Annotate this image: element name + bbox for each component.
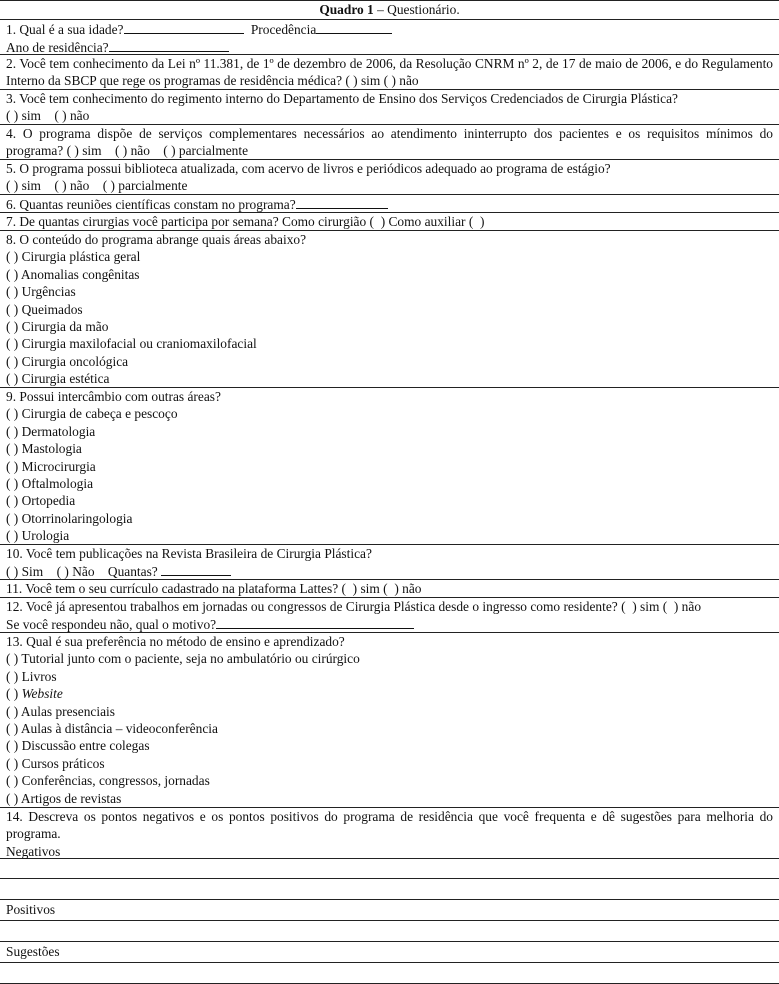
- checkbox-item[interactable]: [6, 650, 773, 667]
- option-label: Cursos práticos: [21, 755, 105, 771]
- question-10: [0, 544, 779, 579]
- checkbox-item[interactable]: ( ) Cirurgia da mão: [6, 319, 109, 335]
- title-rest: – Questionário.: [373, 2, 460, 17]
- option-label: Aulas à distância – videoconferência: [20, 721, 218, 737]
- checkbox-item[interactable]: [6, 720, 773, 737]
- checkbox-item[interactable]: [6, 772, 773, 789]
- option-label: Livros: [21, 668, 57, 684]
- checkbox-item[interactable]: ( ) Cirurgia maxilofacial ou craniomaxilofacial: [6, 336, 257, 352]
- checkbox-item[interactable]: ( ) Cirurgia plástica geral: [6, 249, 141, 265]
- checkbox-prefix: ( ): [6, 686, 22, 702]
- age-blank[interactable]: [124, 20, 244, 34]
- q12-follow: Se você respondeu não, qual o motivo?: [6, 617, 217, 633]
- checkbox-item[interactable]: ( ) Cirurgia estética: [6, 371, 110, 387]
- checkbox-item[interactable]: ( ) Cirurgia de cabeça e pescoço: [6, 406, 178, 422]
- q1-age-label: 1. Qual é a sua idade?: [6, 22, 124, 37]
- checkbox-item[interactable]: ( ) Urologia: [6, 528, 70, 544]
- checkbox-prefix: ( ): [6, 755, 22, 771]
- checkbox-prefix: ( ): [6, 773, 22, 789]
- q5-options[interactable]: ( ) sim ( ) não ( ) parcialmente: [6, 178, 188, 194]
- question-3: [0, 89, 779, 124]
- q2-text: 2. Você tem conhecimento da Lei nº 11.381, de 1º de dezembro de 2006, da Resolução CNRM nº 2, de 17 de maio de 2006, e do Regulamento Interno da SBCP que rege os programas de residência médica? ( ) sim ( ) não: [6, 56, 773, 89]
- checkbox-item[interactable]: [6, 790, 773, 807]
- q12-blank[interactable]: [216, 615, 414, 629]
- table-title: [0, 0, 779, 19]
- q10-text: 10. Você tem publicações na Revista Brasileira de Cirurgia Plástica?: [6, 546, 372, 561]
- checkbox-item[interactable]: [6, 703, 773, 720]
- checkbox-item[interactable]: ( ) Microcirurgia: [6, 458, 96, 474]
- question-8: [0, 230, 779, 387]
- checkbox-item[interactable]: ( ) Anomalias congênitas: [6, 266, 140, 282]
- q12-text: 12. Você já apresentou trabalhos em jornadas ou congressos de Cirurgia Plástica desde o ingresso como residente? ( ) sim ( ) não: [6, 599, 702, 614]
- q11-text: 11. Você tem o seu currículo cadastrado na plataforma Lattes? ( ) sim ( ) não: [6, 581, 422, 596]
- q14-text: 14. Descreva os pontos negativos e os pontos positivos do programa de residência que você frequenta e dê sugestões para melhoria do programa.: [6, 809, 773, 842]
- question-6: [0, 194, 779, 212]
- checkbox-item[interactable]: [6, 737, 773, 754]
- option-label: Tutorial junto com o paciente, seja no ambulatório ou cirúrgico: [21, 651, 360, 667]
- origin-blank[interactable]: [316, 20, 392, 34]
- negatives-answer-line[interactable]: [0, 878, 779, 899]
- checkbox-prefix: ( ): [6, 651, 22, 667]
- title-bold: Quadro 1: [319, 2, 374, 17]
- question-5: [0, 159, 779, 194]
- q3-options[interactable]: ( ) sim ( ) não: [6, 108, 90, 124]
- checkbox-prefix: ( ): [6, 703, 21, 719]
- positives-label: Positivos: [0, 899, 779, 920]
- checkbox-item[interactable]: ( ) Dermatologia: [6, 423, 96, 439]
- checkbox-item[interactable]: ( ) Urgências: [6, 284, 76, 300]
- option-label: Artigos de revistas: [20, 790, 122, 806]
- question-4: [0, 124, 779, 159]
- option-label: Discussão entre colegas: [21, 738, 150, 754]
- question-2: [0, 54, 779, 89]
- question-1: [0, 19, 779, 54]
- checkbox-item[interactable]: [6, 685, 773, 702]
- suggestions-answer-line[interactable]: [0, 962, 779, 983]
- checkbox-item[interactable]: ( ) Ortopedia: [6, 493, 76, 509]
- q4-text: 4. O programa dispõe de serviços complementares necessários ao atendimento ininterrupto dos pacientes e os requisitos mínimos do programa? ( ) sim ( ) não ( ) parcialmente: [6, 126, 777, 159]
- checkbox-item[interactable]: ( ) Cirurgia oncológica: [6, 353, 129, 369]
- option-label: Website: [21, 686, 63, 702]
- q13-text: 13. Qual é sua preferência no método de ensino e aprendizado?: [6, 634, 345, 649]
- question-9: [0, 387, 779, 544]
- positives-answer-line[interactable]: [0, 920, 779, 941]
- q10-blank[interactable]: [161, 562, 231, 576]
- q10-options[interactable]: ( ) Sim ( ) Não Quantas?: [6, 564, 158, 580]
- q1-origin-label: Procedência: [250, 22, 317, 37]
- negatives-answer-line[interactable]: [0, 858, 779, 878]
- checkbox-prefix: ( ): [6, 790, 21, 806]
- question-7: [0, 212, 779, 230]
- checkbox-item[interactable]: ( ) Otorrinolaringologia: [6, 510, 133, 526]
- option-label: Conferências, congressos, jornadas: [21, 773, 210, 789]
- checkbox-prefix: ( ): [6, 738, 22, 754]
- checkbox-item[interactable]: [6, 668, 773, 685]
- year-blank[interactable]: [109, 38, 229, 52]
- checkbox-item[interactable]: ( ) Queimados: [6, 301, 83, 317]
- q5-text: 5. O programa possui biblioteca atualizada, com acervo de livros e periódicos adequado ao programa de estágio?: [6, 161, 611, 176]
- checkbox-prefix: ( ): [6, 721, 21, 737]
- checkbox-item[interactable]: ( ) Oftalmologia: [6, 476, 94, 492]
- q3-text: 3. Você tem conhecimento do regimento interno do Departamento de Ensino dos Serviços Credenciados de Cirurgia Plástica?: [6, 91, 678, 106]
- checkbox-item[interactable]: [6, 755, 773, 772]
- q7-text: 7. De quantas cirurgias você participa por semana? Como cirurgião ( ) Como auxiliar ( ): [6, 214, 485, 229]
- checkbox-prefix: ( ): [6, 668, 22, 684]
- checkbox-item[interactable]: ( ) Mastologia: [6, 441, 82, 457]
- q9-text: 9. Possui intercâmbio com outras áreas?: [6, 389, 221, 404]
- q8-text: 8. O conteúdo do programa abrange quais áreas abaixo?: [6, 232, 307, 247]
- option-label: Aulas presenciais: [20, 703, 115, 719]
- q1-year-label: Ano de residência?: [6, 40, 109, 56]
- suggestions-label: Sugestões: [0, 941, 779, 962]
- negatives-label: Negativos: [6, 843, 61, 859]
- question-14: [0, 807, 779, 858]
- q6-text: 6. Quantas reuniões científicas constam no programa?: [6, 197, 296, 212]
- question-11: [0, 579, 779, 597]
- question-13: [0, 632, 779, 807]
- question-12: [0, 597, 779, 632]
- q6-blank[interactable]: [296, 195, 388, 209]
